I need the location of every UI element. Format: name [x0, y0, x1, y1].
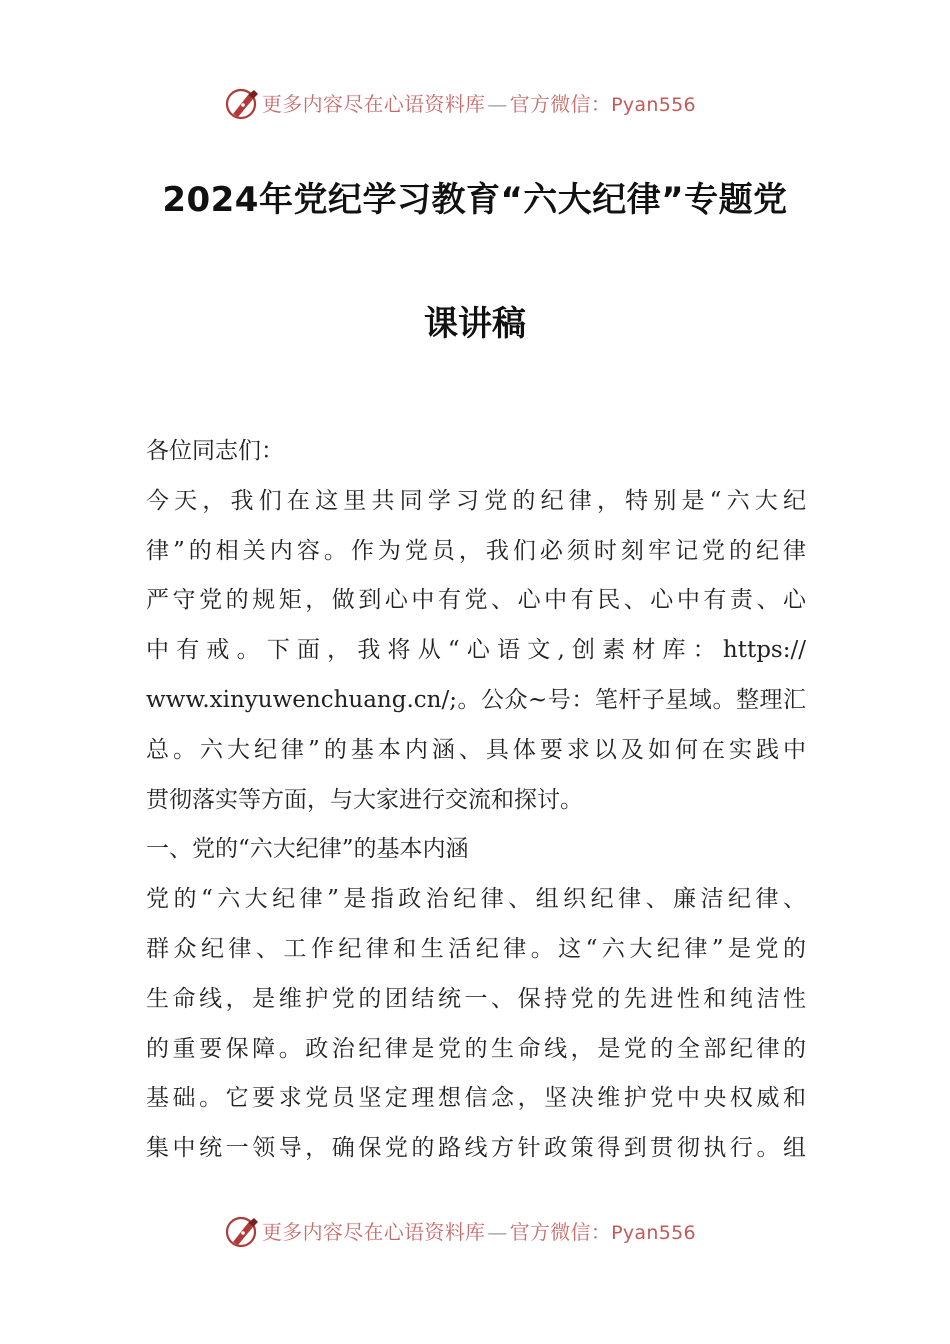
paragraph-line: 中有戒。下面，我将从“心语文,创素材库：https:// [146, 637, 806, 664]
pen-nib-icon [224, 1214, 262, 1250]
section-heading: 一、党的“六大纪律”的基本内涵 [146, 836, 469, 863]
paragraph-line: 总。六大纪律”的基本内涵、具体要求以及如何在实践中 [146, 736, 806, 763]
pen-nib-icon [224, 86, 262, 122]
paragraph-line: 生命线，是维护党的团结统一、保持党的先进性和纯洁性 [146, 985, 806, 1012]
watermark-text [262, 90, 696, 118]
paragraph-line: 今天，我们在这里共同学习党的纪律，特别是“六大纪 [146, 487, 806, 514]
paragraph-line: 律”的相关内容。作为党员，我们必须时刻牢记党的纪律 [146, 537, 806, 564]
watermark-contact-id: Pyan556 [611, 94, 696, 116]
paragraph-line: 党的“六大纪律”是指政治纪律、组织纪律、廉洁纪律、 [146, 886, 806, 913]
watermark-label: 更多内容尽在心语资料库 [262, 1220, 486, 1244]
paragraph-line: 集中统一领导，确保党的路线方针政策得到贯彻执行。组 [146, 1135, 806, 1162]
document-title-line-1: 2024年党纪学习教育“六大纪律”专题党 [162, 180, 788, 220]
paragraph-line: 群众纪律、工作纪律和生活纪律。这“六大纪律”是党的 [146, 935, 806, 962]
watermark-contact-label: 官方微信： [509, 92, 612, 116]
document-title-line-2: 课讲稿 [424, 304, 526, 344]
document-body [146, 427, 806, 1174]
paragraph-line: 严守党的规矩，做到心中有党、心中有民、心中有责、心 [146, 587, 806, 614]
watermark-text [262, 1218, 696, 1246]
watermark-label: 更多内容尽在心语资料库 [262, 92, 486, 116]
watermark-contact-label: 官方微信： [509, 1220, 612, 1244]
watermark-separator: — [487, 1220, 508, 1244]
paragraph-line-url: www.xinyuwenchuang.cn/;。公众~号：笔杆子星域。整理汇 [146, 686, 806, 713]
paragraph-line: 基础。它要求党员坚定理想信念，坚决维护党中央权威和 [146, 1085, 806, 1112]
watermark-banner-top [0, 84, 950, 124]
watermark-separator: — [487, 92, 508, 116]
watermark-banner-bottom [0, 1212, 950, 1252]
paragraph-line: 贯彻落实等方面，与大家进行交流和探讨。 [146, 786, 583, 813]
paragraph-line: 的重要保障。政治纪律是党的生命线，是党的全部纪律的 [146, 1035, 806, 1062]
salutation: 各位同志们： [146, 438, 284, 464]
watermark-contact-id: Pyan556 [611, 1222, 696, 1244]
